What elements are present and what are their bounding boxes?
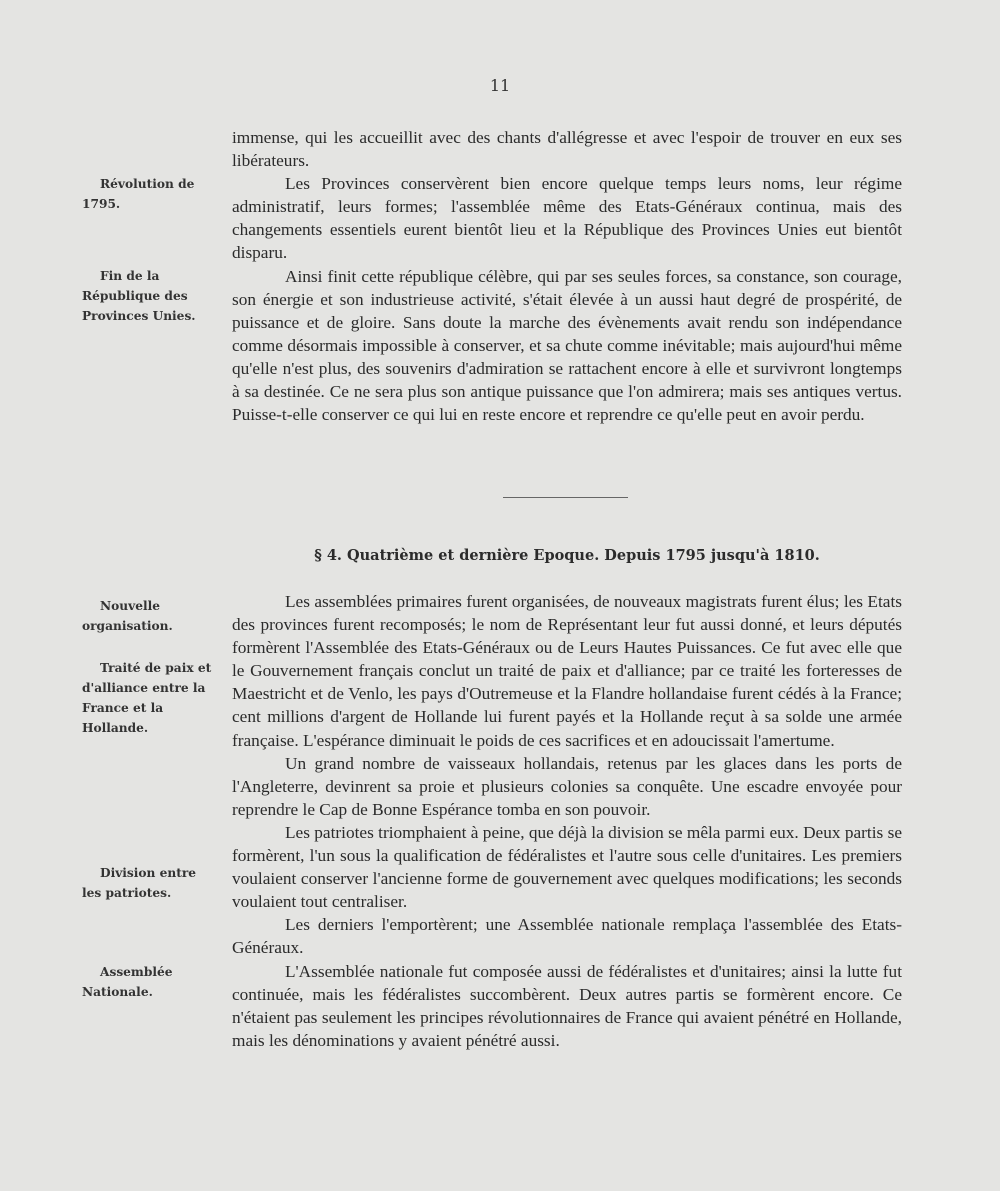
section-divider: [503, 497, 628, 498]
paragraph: Les derniers l'emportèrent; une Assemblée nationale remplaça l'assemblée des Etats-Généraux.: [232, 915, 902, 958]
paragraph: Un grand nombre de vaisseaux hollandais, retenus par les glaces dans les ports de l'Angleterre, devinrent sa proie et plusieurs colonies sa conquête. Une escadre envoyée pour reprendre le Cap de Bonne Espérance tomba en son pouvoir.: [232, 753, 902, 819]
margin-note-fin-republique: Fin de la République des Provinces Unies.: [82, 269, 196, 323]
paragraph: immense, qui les accueillit avec des chants d'allégresse et avec l'espoir de trouver en eux ses libérateurs.: [232, 128, 902, 171]
paragraph: Les assemblées primaires furent organisées, de nouveaux magistrats furent élus; les Etats des provinces furent recomposés; le nom de Représentant leur fut aussi donné, et leurs députés formèrent l'Assemblée des Etats-Généraux ou de Leurs Hautes Puissances. Ce fut avec elle que le Gouvernement français conclut un traité de paix et d'alliance; par ce traité les forteresses de Maestricht et de Venlo, les pays d'Outremeuse et la Flandre hollandaise furent cédés à la France; cent millions d'argent de Hollande lui furent payés et la Hollande reçut à sa solde une armée française. L'espérance diminuait le poids de ces sacrifices et en adoucissait l'amertume.: [232, 592, 902, 750]
paragraph: Les Provinces conservèrent bien encore quelque temps leurs noms, leur régime administratif, leurs formes; l'assemblée même des Etats-Généraux continua, mais des changements essentiels eurent bientôt lieu et la République des Provinces Unies eut bientôt disparu.: [232, 174, 902, 263]
top-text-block: [232, 126, 902, 426]
margin-note-nouvelle-organisation: Nouvelle organisation.: [82, 599, 173, 633]
paragraph: Ainsi finit cette république célèbre, qui par ses seules forces, sa constance, son courage, son énergie et son industrieuse activité, s'était élevée à un aussi haut degré de prospérité, de puissance et de gloire. Sans doute la marche des évènements avait rendu son indépendance comme désormais impossible à conserver, et sa chute comme inévitable; mais aujourd'hui même qu'elle n'est plus, des souvenirs d'admiration se rattachent encore à elle et survivront longtemps à sa destinée. Ce ne sera plus son antique puissance que l'on admirera; mais ses antiques vertus. Puisse-t-elle conserver ce qui lui en reste encore et reprendre ce qu'elle peut en avoir perdu.: [232, 266, 902, 425]
margin-note-division: Division entre les patriotes.: [82, 866, 197, 900]
paragraph: L'Assemblée nationale fut composée aussi de fédéralistes et d'unitaires; ainsi la lutte fut continuée, mais les fédéralistes succombèrent. Deux autres partis se formèrent encore. Ce n'étaient pas seulement les principes révolutionnaires de France qui avaient pénétré en Hollande, mais les dénominations y avaient pénétré aussi.: [232, 961, 902, 1050]
margin-note-traite: Traité de paix et d'alliance entre la France et la Hollande.: [82, 661, 212, 735]
bottom-text-block: [232, 590, 902, 1052]
margin-note-assemblee: Assemblée Nationale.: [82, 965, 173, 999]
page-number: 11: [489, 76, 511, 95]
paragraph: Les patriotes triomphaient à peine, que déjà la division se mêla parmi eux. Deux partis se formèrent, l'un sous la qualification de fédéralistes et l'autre sous celle d'unitaires. Les premiers voulaient conserver l'ancienne forme de gouvernement avec quelques modifications; les seconds voulaient tout centraliser.: [232, 822, 902, 912]
margin-note-revolution: Révolution de 1795.: [82, 177, 195, 211]
section-heading: § 4. Quatrième et dernière Epoque. Depuis 1795 jusqu'à 1810.: [314, 547, 820, 564]
